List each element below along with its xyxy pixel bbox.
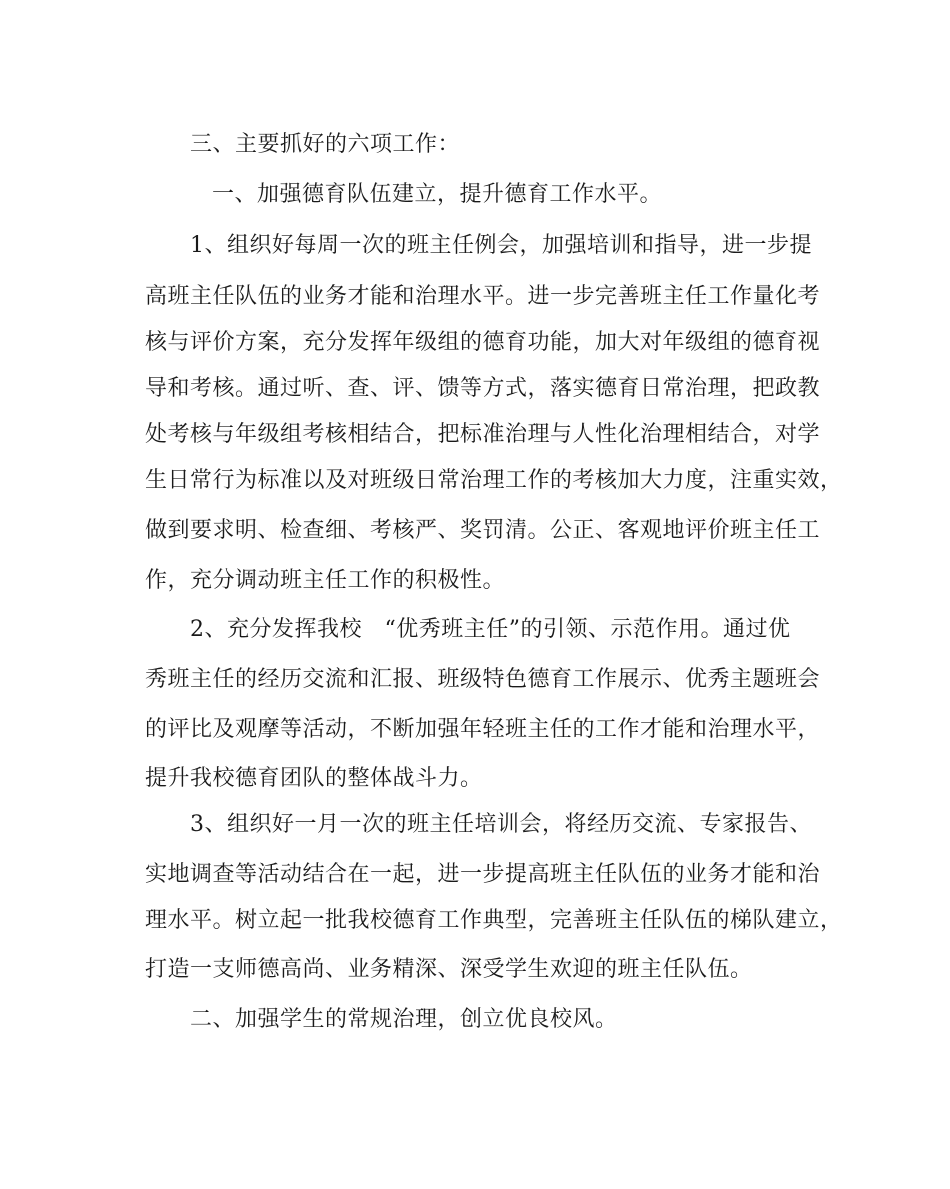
paragraph-line: 1、组织好每周一次的班主任例会，加强培训和指导，进一步提 xyxy=(190,233,812,258)
paragraph-line: 生日常行为标准以及对班级日常治理工作的考核加大力度，注重实效， xyxy=(145,468,843,493)
heading-section-two: 二、加强学生的常规治理，创立优良校风。 xyxy=(190,1007,618,1032)
paragraph-line: 3、组织好一月一次的班主任培训会，将经历交流、专家报告、 xyxy=(190,812,812,837)
paragraph-line: 提升我校德育团队的整体战斗力。 xyxy=(145,766,483,791)
paragraph-line: 作，充分调动班主任工作的积极性。 xyxy=(145,568,506,593)
paragraph-line: 高班主任队伍的业务才能和治理水平。进一步完善班主任工作量化考 xyxy=(145,284,821,309)
paragraph-line: 核与评价方案，充分发挥年级组的德育功能，加大对年级组的德育视 xyxy=(145,330,821,355)
paragraph-line: 处考核与年级组考核相结合，把标准治理与人性化治理相结合，对学 xyxy=(145,422,821,447)
paragraph-line: 理水平。树立起一批我校德育工作典型，完善班主任队伍的梯队建立， xyxy=(145,908,843,933)
paragraph-line: 2、充分发挥我校 “优秀班主任”的引领、示范作用。通过优 xyxy=(190,617,791,642)
paragraph-line: 打造一支师德高尚、业务精深、深受学生欢迎的班主任队伍。 xyxy=(145,957,753,982)
heading-main-tasks: 三、主要抓好的六项工作： xyxy=(190,132,461,157)
heading-section-one: 一、加强德育队伍建立，提升德育工作水平。 xyxy=(212,182,663,207)
paragraph-line: 导和考核。通过听、查、评、馈等方式，落实德育日常治理，把政教 xyxy=(145,376,821,401)
paragraph-line: 的评比及观摩等活动，不断加强年轻班主任的工作才能和治理水平， xyxy=(145,717,821,742)
paragraph-line: 实地调查等活动结合在一起，进一步提高班主任队伍的业务才能和治 xyxy=(145,862,821,887)
paragraph-line: 做到要求明、检查细、考核严、奖罚清。公正、客观地评价班主任工 xyxy=(145,518,821,543)
paragraph-line: 秀班主任的经历交流和汇报、班级特色德育工作展示、优秀主题班会 xyxy=(145,667,821,692)
